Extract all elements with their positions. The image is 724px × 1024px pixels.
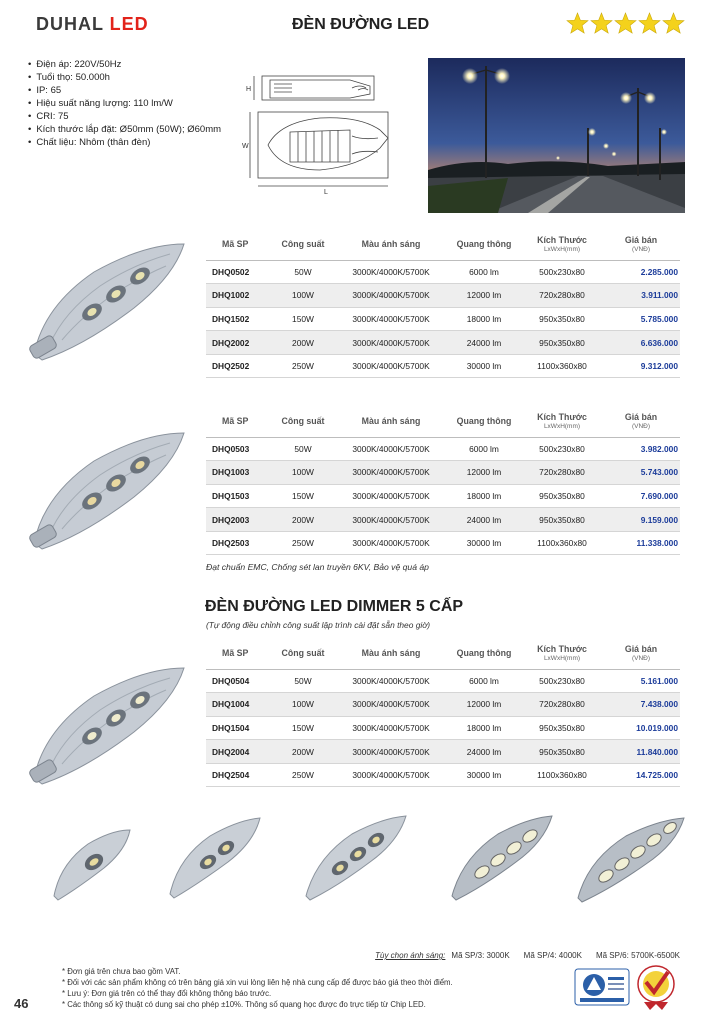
street-night-photo (428, 58, 685, 213)
cell-flux: 6000 lm (446, 437, 522, 461)
emc-note: Đạt chuẩn EMC, Chống sét lan truyền 6KV, Bảo vệ quá áp (206, 562, 429, 572)
cell-price: 14.725.000 (602, 763, 680, 787)
dimmer-section-subtitle: (Tự động điều chỉnh công suất lập trình cài đặt sẵn theo giờ) (206, 620, 431, 630)
cell-color: 3000K/4000K/5700K (336, 307, 446, 331)
cell-flux: 6000 lm (446, 669, 522, 693)
cell-size: 500x230x80 (522, 669, 602, 693)
table-header-row (206, 228, 680, 260)
footnotes (62, 966, 453, 1010)
col-price-label: Giá bán (624, 411, 658, 422)
col-power: Công suất (281, 647, 325, 658)
cell-size: 720x280x80 (522, 461, 602, 485)
cell-price: 3.982.000 (602, 437, 680, 461)
cell-size: 950x350x80 (522, 307, 602, 331)
table-row (206, 508, 680, 532)
street-lamp-image (24, 660, 196, 794)
spec-item: • Tuổi thọ: 50.000h (28, 71, 221, 84)
cell-size: 950x350x80 (522, 331, 602, 355)
table-row (206, 484, 680, 508)
cell-code: DHQ2002 (206, 331, 270, 355)
cell-flux: 12000 lm (446, 693, 522, 717)
cell-color: 3000K/4000K/5700K (336, 531, 446, 555)
cell-size: 720x280x80 (522, 693, 602, 717)
cell-flux: 30000 lm (446, 531, 522, 555)
table-row (206, 307, 680, 331)
cell-flux: 18000 lm (446, 484, 522, 508)
cell-color: 3000K/4000K/5700K (336, 669, 446, 693)
col-size-label: Kích Thước (537, 234, 587, 245)
col-price-label: Giá bán (624, 643, 658, 654)
star-icon (590, 12, 613, 35)
col-flux: Quang thông (456, 415, 512, 426)
cell-price: 6.636.000 (602, 331, 680, 355)
cell-color: 3000K/4000K/5700K (336, 763, 446, 787)
cell-size: 950x350x80 (522, 508, 602, 532)
rating-stars (566, 12, 685, 35)
table-row (206, 763, 680, 787)
cell-code: DHQ0503 (206, 437, 270, 461)
col-color: Màu ánh sáng (361, 647, 421, 658)
cell-power: 200W (270, 331, 336, 355)
label-h: H (246, 86, 252, 93)
cell-code: DHQ0504 (206, 669, 270, 693)
col-flux: Quang thông (456, 647, 512, 658)
cell-code: DHQ2004 (206, 740, 270, 764)
table-row (206, 716, 680, 740)
col-color: Màu ánh sáng (361, 238, 421, 249)
certification-badge-icon (574, 968, 630, 1006)
street-lamp-image (24, 425, 196, 559)
cell-price: 9.159.000 (602, 508, 680, 532)
cell-size: 950x350x80 (522, 716, 602, 740)
star-icon (662, 12, 685, 35)
table-header-row (206, 637, 680, 669)
brand-name: DUHAL (36, 14, 110, 34)
color-option: Mã SP/6: 5700K-6500K (595, 951, 680, 960)
cell-power: 200W (270, 508, 336, 532)
cell-price: 10.019.000 (602, 716, 680, 740)
product-gallery (48, 812, 688, 904)
cell-power: 100W (270, 284, 336, 308)
brand-logo (36, 14, 149, 35)
spec-item: • Chất liệu: Nhôm (thân đèn) (28, 136, 221, 149)
dimension-diagram (240, 70, 410, 195)
col-price-unit: (VNĐ) (631, 422, 651, 430)
col-size-unit: LxWxH(mm) (543, 654, 581, 662)
cell-power: 250W (270, 763, 336, 787)
table-row (206, 354, 680, 378)
table-row (206, 669, 680, 693)
cell-power: 250W (270, 354, 336, 378)
footnote: * Các thông số kỹ thuật có dung sai cho phép ±10%. Thông số quang học được đo trực tiếp từ Chip LED. (62, 1000, 426, 1009)
cell-code: DHQ2503 (206, 531, 270, 555)
col-size (522, 637, 602, 669)
brand-accent: LED (109, 14, 149, 34)
spec-item: • Kích thước lắp đặt: Ø50mm (50W); Ø60mm (28, 123, 221, 136)
cell-color: 3000K/4000K/5700K (336, 331, 446, 355)
col-price (602, 637, 680, 669)
cell-size: 1100x360x80 (522, 531, 602, 555)
col-code: Mã SP (222, 647, 249, 658)
label-w: W (242, 143, 249, 150)
table-row (206, 331, 680, 355)
cell-flux: 24000 lm (446, 508, 522, 532)
cell-code: DHQ2504 (206, 763, 270, 787)
cell-color: 3000K/4000K/5700K (336, 354, 446, 378)
cell-price: 5.785.000 (602, 307, 680, 331)
spec-item: • CRI: 75 (28, 110, 221, 123)
col-price-unit: (VNĐ) (631, 654, 651, 662)
cell-flux: 30000 lm (446, 763, 522, 787)
spec-list (28, 58, 221, 149)
footnote: * Đơn giá trên chưa bao gồm VAT. (62, 967, 181, 976)
cell-color: 3000K/4000K/5700K (336, 284, 446, 308)
spec-item: • Hiệu suất năng lượng: 110 lm/W (28, 97, 221, 110)
gallery-lamp-image (572, 814, 688, 904)
col-size (522, 228, 602, 260)
cell-size: 1100x360x80 (522, 763, 602, 787)
cell-code: DHQ1503 (206, 484, 270, 508)
cell-code: DHQ2003 (206, 508, 270, 532)
cell-power: 100W (270, 461, 336, 485)
cell-size: 950x350x80 (522, 740, 602, 764)
cell-color: 3000K/4000K/5700K (336, 437, 446, 461)
price-table (206, 228, 680, 378)
cell-code: DHQ2502 (206, 354, 270, 378)
col-size-label: Kích Thước (537, 411, 587, 422)
cell-power: 50W (270, 260, 336, 284)
col-power: Công suất (281, 415, 325, 426)
col-code: Mã SP (222, 238, 249, 249)
star-icon (638, 12, 661, 35)
footnote: * Đối với các sản phẩm không có trên bảng giá xin vui lòng liên hệ nhà cung cấp để được báo giá theo thời điểm. (62, 978, 453, 987)
cell-color: 3000K/4000K/5700K (336, 740, 446, 764)
cell-power: 150W (270, 716, 336, 740)
cell-power: 150W (270, 307, 336, 331)
cell-flux: 12000 lm (446, 461, 522, 485)
gallery-lamp-image (446, 812, 556, 902)
label-l: L (324, 189, 328, 195)
cell-flux: 24000 lm (446, 740, 522, 764)
col-color: Màu ánh sáng (361, 415, 421, 426)
table-row (206, 260, 680, 284)
star-icon (566, 12, 589, 35)
cell-flux: 24000 lm (446, 331, 522, 355)
page-title: ĐÈN ĐƯỜNG LED (292, 16, 430, 33)
cell-size: 950x350x80 (522, 484, 602, 508)
cell-color: 3000K/4000K/5700K (336, 484, 446, 508)
gallery-lamp-image (164, 814, 264, 900)
price-table (206, 405, 680, 555)
col-size-label: Kích Thước (537, 643, 587, 654)
cell-code: DHQ1002 (206, 284, 270, 308)
cell-color: 3000K/4000K/5700K (336, 693, 446, 717)
col-power: Công suất (281, 238, 325, 249)
cell-price: 11.840.000 (602, 740, 680, 764)
col-price-label: Giá bán (624, 234, 658, 245)
table-header-row (206, 405, 680, 437)
color-option: Mã SP/3: 3000K (451, 951, 510, 960)
color-option: Mã SP/4: 4000K (523, 951, 582, 960)
gallery-lamp-image (300, 812, 410, 902)
table-row (206, 461, 680, 485)
cell-code: DHQ1502 (206, 307, 270, 331)
cell-flux: 18000 lm (446, 307, 522, 331)
cell-size: 500x230x80 (522, 260, 602, 284)
col-size-unit: LxWxH(mm) (543, 245, 581, 253)
col-price (602, 228, 680, 260)
cell-code: DHQ0502 (206, 260, 270, 284)
cell-price: 5.743.000 (602, 461, 680, 485)
color-options-label: Tùy chọn ánh sáng: (375, 951, 446, 960)
color-options (375, 951, 680, 960)
cell-color: 3000K/4000K/5700K (336, 716, 446, 740)
cell-code: DHQ1003 (206, 461, 270, 485)
cell-color: 3000K/4000K/5700K (336, 508, 446, 532)
cell-power: 200W (270, 740, 336, 764)
col-price (602, 405, 680, 437)
cell-power: 50W (270, 669, 336, 693)
cell-flux: 6000 lm (446, 260, 522, 284)
spec-item: • IP: 65 (28, 84, 221, 97)
footnote: * Lưu ý: Đơn giá trên có thể thay đổi không thông báo trước. (62, 989, 272, 998)
cell-power: 50W (270, 437, 336, 461)
cell-code: DHQ1004 (206, 693, 270, 717)
page-number: 46 (14, 996, 29, 1011)
cell-power: 150W (270, 484, 336, 508)
cell-color: 3000K/4000K/5700K (336, 461, 446, 485)
col-flux: Quang thông (456, 238, 512, 249)
cell-size: 1100x360x80 (522, 354, 602, 378)
gallery-lamp-image (48, 824, 134, 902)
cell-code: DHQ1504 (206, 716, 270, 740)
cell-price: 5.161.000 (602, 669, 680, 693)
cell-price: 9.312.000 (602, 354, 680, 378)
cell-price: 11.338.000 (602, 531, 680, 555)
table-row (206, 437, 680, 461)
cell-flux: 18000 lm (446, 716, 522, 740)
col-price-unit: (VNĐ) (631, 245, 651, 253)
col-size-unit: LxWxH(mm) (543, 422, 581, 430)
price-table (206, 637, 680, 787)
cell-size: 720x280x80 (522, 284, 602, 308)
table-row (206, 531, 680, 555)
cell-flux: 30000 lm (446, 354, 522, 378)
cell-price: 2.285.000 (602, 260, 680, 284)
quality-award-badge-icon (634, 964, 678, 1010)
cell-flux: 12000 lm (446, 284, 522, 308)
col-size (522, 405, 602, 437)
cell-price: 7.690.000 (602, 484, 680, 508)
table-row (206, 740, 680, 764)
cell-color: 3000K/4000K/5700K (336, 260, 446, 284)
street-lamp-image (24, 236, 196, 370)
cell-price: 3.911.000 (602, 284, 680, 308)
cell-price: 7.438.000 (602, 693, 680, 717)
table-row (206, 693, 680, 717)
dimmer-section-title: ĐÈN ĐƯỜNG LED DIMMER 5 CẤP (205, 598, 464, 615)
star-icon (614, 12, 637, 35)
cell-power: 250W (270, 531, 336, 555)
spec-item: • Điện áp: 220V/50Hz (28, 58, 221, 71)
cell-size: 500x230x80 (522, 437, 602, 461)
table-row (206, 284, 680, 308)
cell-power: 100W (270, 693, 336, 717)
col-code: Mã SP (222, 415, 249, 426)
